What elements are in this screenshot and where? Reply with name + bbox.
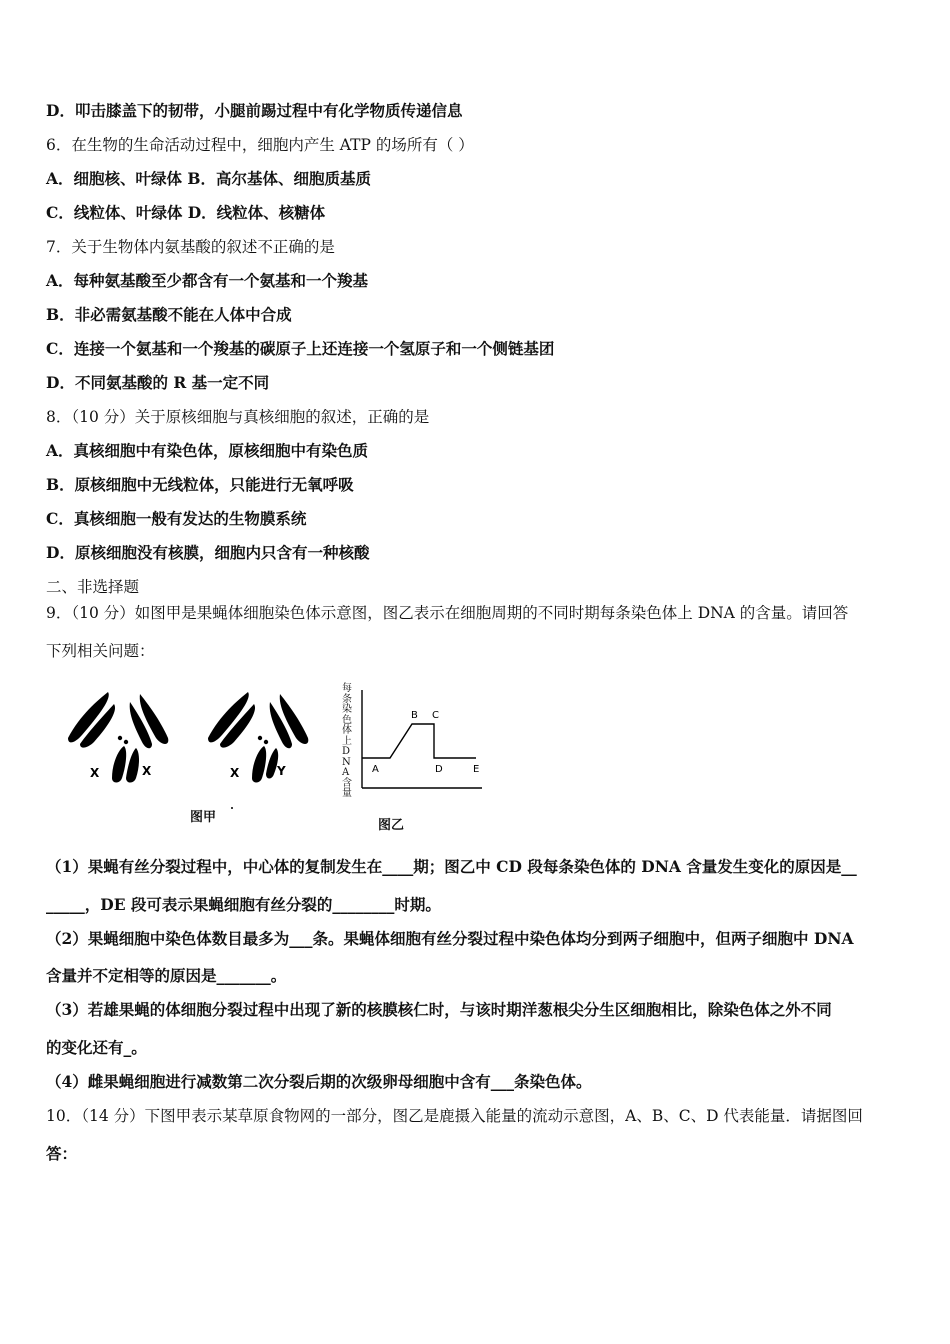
cell-2-label-left: X	[230, 766, 240, 780]
question-6-options-ab: A．细胞核、叶绿体 B．高尔基体、细胞质基质	[46, 169, 372, 188]
question-7-option-a: A．每种氨基酸至少都含有一个氨基和一个羧基	[46, 271, 369, 290]
q9-part2-cont: 含量并不定相等的原因是_______。	[46, 966, 287, 985]
question-8-option-d: D．原核细胞没有核膜，细胞内只含有一种核酸	[46, 543, 370, 562]
question-7-option-c: C．连接一个氨基和一个羧基的碳原子上还连接一个氢原子和一个侧链基团	[46, 339, 555, 358]
question-6-stem: 6．在生物的生命活动过程中，细胞内产生 ATP 的场所有（ ）	[46, 136, 474, 154]
graph-yi-axes	[362, 690, 482, 788]
q9-part4: （4）雌果蝇细胞进行减数第二次分裂后期的次级卵母细胞中含有___条染色体。	[46, 1072, 592, 1091]
question-8-option-c: C．真核细胞一般有发达的生物膜系统	[46, 509, 307, 528]
question-8-stem: 8．（10 分）关于原核细胞与真核细胞的叙述，正确的是	[46, 408, 430, 426]
chromosome-figure	[50, 680, 510, 840]
question-7-stem: 7．关于生物体内氨基酸的叙述不正确的是	[46, 238, 335, 256]
cell-1-label-right: X	[142, 764, 152, 778]
point-b: B	[411, 710, 418, 721]
dna-content-curve	[362, 724, 476, 758]
caption-jia: 图甲	[190, 810, 217, 825]
figure-jia-yi	[50, 680, 510, 840]
cell-1-label-left: X	[90, 766, 100, 780]
q9-part2: （2）果蝇细胞中染色体数目最多为___条。果蝇体细胞有丝分裂过程中染色体均分到两子细胞中，但两子细胞中 DNA	[46, 929, 854, 948]
cell-1-chromosomes	[68, 692, 168, 783]
question-10-stem: 10．（14 分）下图甲表示某草原食物网的一部分，图乙是鹿摄入能量的流动示意图，A、B、C、D 代表能量．请据图回	[46, 1107, 863, 1125]
section-heading: 二、非选择题	[46, 578, 140, 596]
question-7-option-b: B．非必需氨基酸不能在人体中合成	[46, 305, 292, 324]
cell-2-label-right: Y	[277, 764, 286, 778]
caption-yi: 图乙	[378, 818, 405, 833]
question-8-option-a: A．真核细胞中有染色体，原核细胞中有染色质	[46, 441, 369, 460]
graph-yi-ylabel: 每条染色体上DNA含量	[342, 683, 352, 799]
cell-2-chromosomes	[208, 692, 308, 809]
point-e: E	[473, 764, 480, 775]
point-d: D	[435, 764, 443, 775]
question-9-stem: 9．（10 分）如图甲是果蝇体细胞染色体示意图，图乙表示在细胞周期的不同时期每条染色体上 DNA 的含量。请回答	[46, 604, 849, 622]
question-10-stem-cont: 答：	[46, 1144, 78, 1163]
question-9-stem-cont: 下列相关问题：	[46, 642, 155, 660]
question-7-option-d: D．不同氨基酸的 R 基一定不同	[46, 373, 270, 392]
point-a: A	[372, 764, 379, 775]
point-c: C	[432, 710, 439, 721]
question-8-option-b: B．原核细胞中无线粒体，只能进行无氧呼吸	[46, 475, 354, 494]
q9-part1-cont: _____，DE 段可表示果蝇细胞有丝分裂的________时期。	[46, 895, 441, 914]
q9-part3: （3）若雄果蝇的体细胞分裂过程中出现了新的核膜核仁时，与该时期洋葱根尖分生区细胞相比，除染色体之外不同	[46, 1000, 832, 1019]
text-line: D．叩击膝盖下的韧带，小腿前踢过程中有化学物质传递信息	[46, 101, 463, 120]
q9-part3-cont: 的变化还有_。	[46, 1038, 147, 1057]
question-6-options-cd: C．线粒体、叶绿体 D．线粒体、核糖体	[46, 203, 326, 222]
q9-part1: （1）果蝇有丝分裂过程中，中心体的复制发生在____期；图乙中 CD 段每条染色体的 DNA 含量发生变化的原因是__	[46, 857, 857, 876]
